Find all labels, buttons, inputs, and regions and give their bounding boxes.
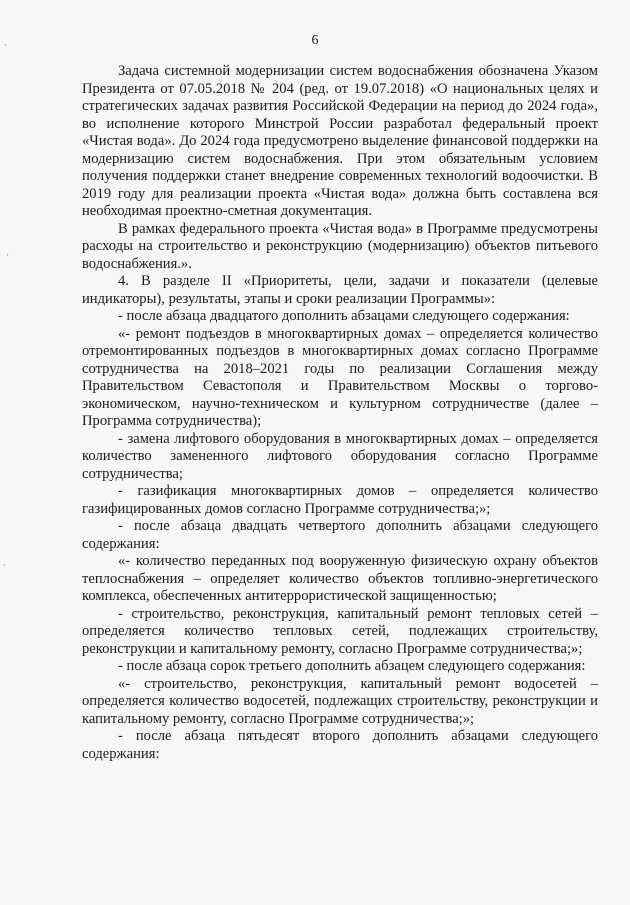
paragraph-water-networks: «- строительство, реконструкция, капитальный ремонт водосетей – определяется количество водосетей, подлежащих строительству, реконструкции и капитальному ремонту, согласно Программе сотрудничества;»; xyxy=(82,675,598,727)
scan-artifact: · xyxy=(3,560,6,570)
paragraph-heating-networks: - строительство, реконструкция, капитальный ремонт тепловых сетей – определяется количество тепловых сетей, подлежащих строительству, реконструкции и капитальному ремонту, согласно Программе сотрудничества;»; xyxy=(82,605,598,657)
paragraph-after-forty-third: - после абзаца сорок третьего дополнить абзацем следующего содержания: xyxy=(118,658,586,674)
scan-artifact: · xyxy=(4,40,7,50)
paragraph-after-twenty-fourth: - после абзаца двадцать четвертого дополнить абзацами следующего содержания: xyxy=(82,518,598,552)
paragraph-armed-protection: «- количество переданных под вооруженную физическую охрану объектов теплоснабжения – определяет количество объектов топливно-энергетического комплекса, обеспеченных антитеррористической защищенностью; xyxy=(82,553,598,604)
paragraph-clean-water-project: В рамках федерального проекта «Чистая вода» в Программе предусмотрены расходы на строительство и реконструкцию (модернизацию) объектов питьевого водоснабжения.». xyxy=(82,220,598,272)
paragraph-after-twentieth: - после абзаца двадцатого дополнить абзацами следующего содержания: xyxy=(118,308,570,324)
paragraph-section-ii-amendment: 4. В разделе II «Приоритеты, цели, задачи и показатели (целевые индикаторы), результаты, этапы и сроки реализации Программы»: xyxy=(82,273,598,307)
page-number: 6 xyxy=(311,33,319,48)
scan-artifact: · xyxy=(6,250,9,260)
paragraph-system-modernization: Задача системной модернизации систем водоснабжения обозначена Указом Президента от 07.05.2018 № 204 (ред. от 19.07.2018) «О национальных целях и стратегических задачах развития Российской Федерации на период до 2024 года», во исполнение которого Минстрой России разработал федеральный проект «Чистая вода». До 2024 года предусмотрено выделение финансовой поддержки на модернизацию систем водоснабжения. При этом обязательным условием получения поддержки станет внедрение современных технологий водоочистки. В 2019 году для реализации проекта «Чистая вода» должна быть составлена вся необходимая проектно-сметная документация. xyxy=(82,63,598,219)
paragraph-gasification: - газификация многоквартирных домов – определяется количество газифицированных домов согласно Программе сотрудничества;»; xyxy=(82,483,598,517)
paragraph-entrance-repair: «- ремонт подъездов в многоквартирных домах – определяется количество отремонтированных подъездов в многоквартирных домах согласно Программе сотрудничества на 2018–2021 годы по реализации Соглашения между Правительством Севастополя и Правительством Москвы о торгово-экономическом, научно-техническом и культурном сотрудничестве (далее – Программа сотрудничества); xyxy=(82,325,598,429)
paragraph-after-fifty-second: - после абзаца пятьдесят второго дополнить абзацами следующего содержания: xyxy=(82,728,598,762)
paragraph-elevator-replacement: - замена лифтового оборудования в многоквартирных домах – определяется количество замененного лифтового оборудования согласно Программе сотрудничества; xyxy=(82,430,598,482)
document-body xyxy=(82,63,598,763)
